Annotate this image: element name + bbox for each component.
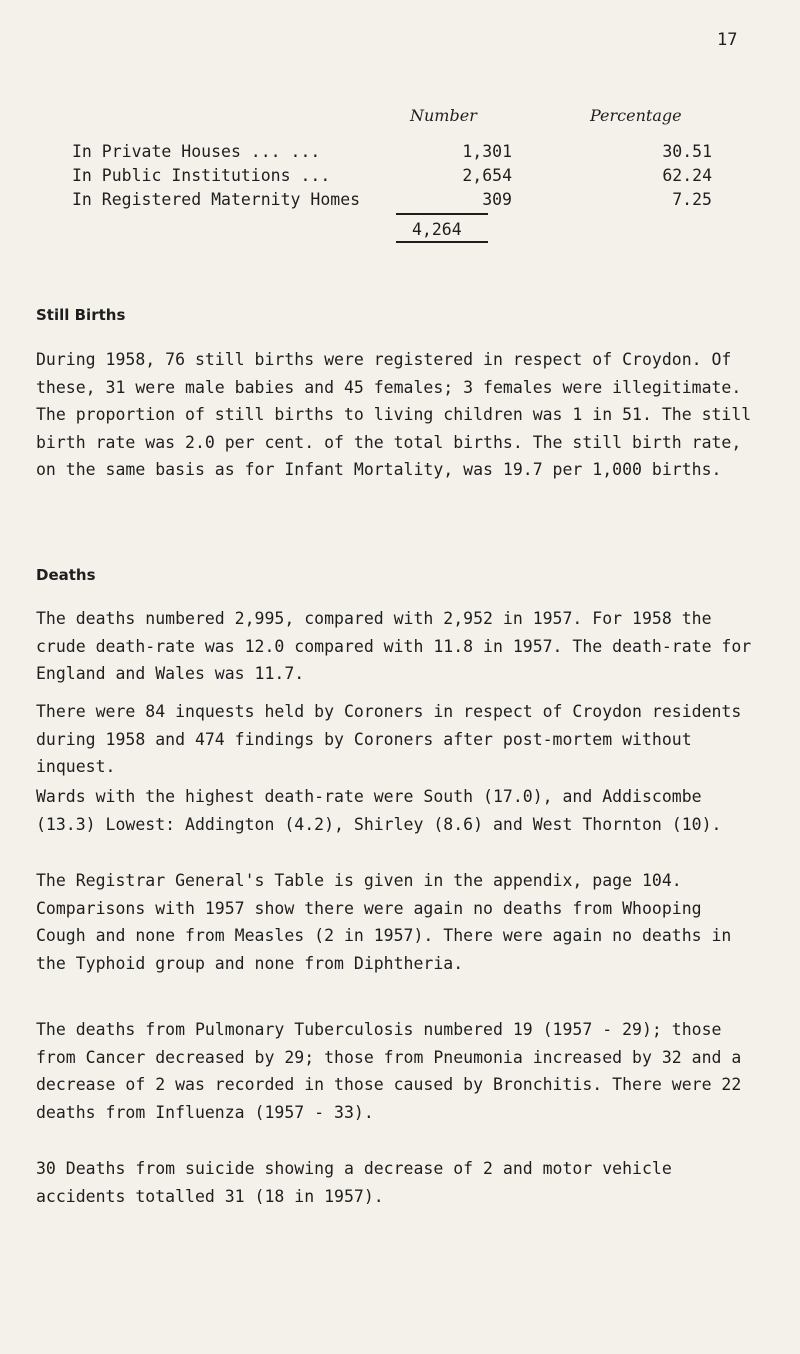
row-label: In Public Institutions ... bbox=[72, 166, 331, 185]
paragraph: 30 Deaths from suicide showing a decrease of 2 and motor vehicle accidents totalled 31 (18 in 1957). bbox=[36, 1159, 672, 1206]
table-total: 4,264 bbox=[412, 220, 462, 239]
row-label: In Private Houses ... ... bbox=[72, 142, 321, 161]
column-header-number: Number bbox=[410, 106, 477, 125]
total-rule-bottom bbox=[396, 241, 488, 243]
page-number: 17 bbox=[717, 30, 738, 50]
total-rule-top bbox=[396, 213, 488, 215]
paragraph: There were 84 inquests held by Coroners in respect of Croydon residents during 1958 and 474 findings by Coroners after post-mortem without inquest. bbox=[36, 702, 742, 776]
row-number: 1,301 bbox=[462, 142, 512, 161]
row-number: 2,654 bbox=[462, 166, 512, 185]
paragraph: The deaths numbered 2,995, compared with 2,952 in 1957. For 1958 the crude death-rate was 12.0 compared with 11.8 in 1957. The death-rate for England and Wales was 11.7. bbox=[36, 609, 752, 683]
paragraph: During 1958, 76 still births were registered in respect of Croydon. Of these, 31 were male babies and 45 females; 3 females were illegitimate. The proportion of still births to living children was 1 in 51. The still birth rate was 2.0 per cent. of the total births. The still birth rate, on the same basis as for Infant Mortality, was 19.7 per 1,000 births. bbox=[36, 350, 752, 479]
paragraph: The deaths from Pulmonary Tuberculosis numbered 19 (1957 - 29); those from Cancer decreased by 29; those from Pneumonia increased by 32 and a decrease of 2 was recorded in those caused by Bronchitis. There were 22 deaths from Influenza (1957 - 33). bbox=[36, 1020, 742, 1122]
paragraph: The Registrar General's Table is given in the appendix, page 104. Comparisons with 1957 show there were again no deaths from Whooping Cough and none from Measles (2 in 1957). There were again no deaths in the Typhoid group and none from Diphtheria. bbox=[36, 871, 732, 973]
row-number: 309 bbox=[482, 190, 512, 209]
row-label: In Registered Maternity Homes bbox=[72, 190, 361, 209]
column-header-percentage: Percentage bbox=[590, 106, 682, 125]
row-percentage: 62.24 bbox=[662, 166, 712, 185]
section-heading-deaths: Deaths bbox=[36, 566, 96, 584]
section-heading-still-births: Still Births bbox=[36, 306, 126, 324]
row-percentage: 7.25 bbox=[672, 190, 712, 209]
row-percentage: 30.51 bbox=[662, 142, 712, 161]
paragraph: Wards with the highest death-rate were South (17.0), and Addiscombe (13.3) Lowest: Addington (4.2), Shirley (8.6) and West Thornton (10). bbox=[36, 787, 722, 834]
